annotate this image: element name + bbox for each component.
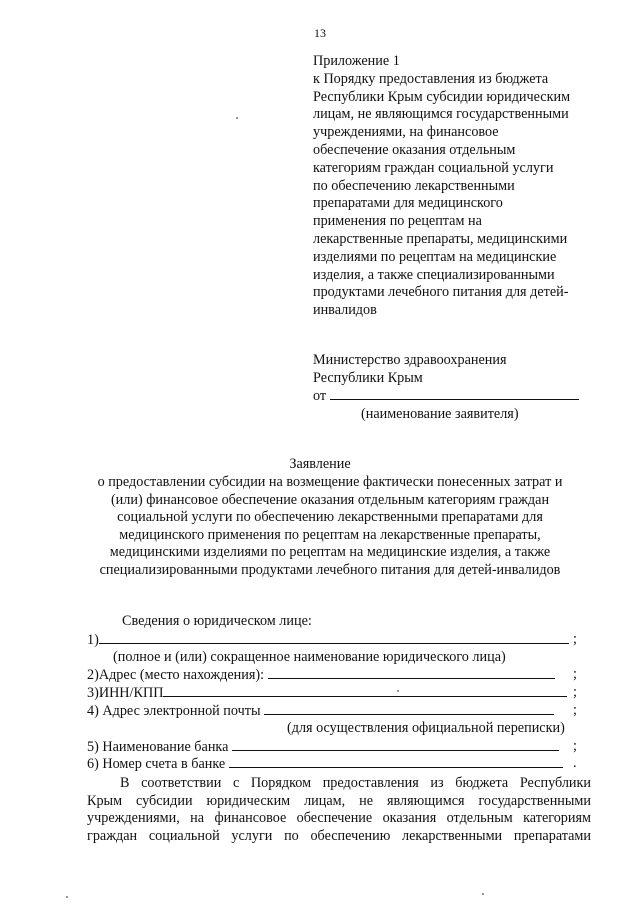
- field-label: 2)Адрес (место нахождения):: [87, 667, 265, 684]
- scan-speck: [66, 896, 68, 898]
- appendix-line: применения по рецептам на: [313, 213, 482, 230]
- field-row-bank: [87, 738, 607, 756]
- paragraph-line: Крым субсидии юридическим лицам, не являющимся государственными: [87, 792, 591, 809]
- scan-speck: [482, 893, 484, 895]
- paragraph-line: граждан социальной услуги по обеспечению лекарственными препаратами: [87, 827, 591, 844]
- scan-speck: [397, 690, 399, 692]
- legal-entity-heading: Сведения о юридическом лице:: [122, 613, 312, 629]
- appendix-line: обеспечение оказания отдельным: [313, 141, 516, 158]
- field-terminator: ;: [573, 684, 577, 701]
- address-field[interactable]: [268, 666, 555, 679]
- field-label: 3)ИНН/КПП: [87, 685, 164, 702]
- field-caption: (для осуществления официальной переписки): [287, 719, 565, 736]
- field-row-email: [87, 702, 607, 720]
- statement-line: специализированными продуктами лечебного питания для детей-инвалидов: [99, 561, 561, 578]
- statement-line: (или) финансовое обеспечение оказания отдельным категориям граждан: [110, 491, 550, 508]
- appendix-line: лекарственные препараты, медицинскими: [313, 230, 568, 247]
- field-terminator: ;: [573, 666, 577, 683]
- field-label: 1): [87, 631, 99, 648]
- field-row-address: [87, 666, 607, 684]
- statement-subject: [60, 474, 600, 580]
- field-label: 6) Номер счета в банке: [87, 756, 226, 773]
- addressee-line: Министерство здравоохранения: [313, 352, 507, 368]
- inn-kpp-field[interactable]: [163, 684, 567, 697]
- appendix-line: Приложение 1: [313, 53, 400, 69]
- appendix-line: учреждениями, на финансовое: [313, 124, 499, 141]
- legal-entity-form: [87, 613, 607, 773]
- scan-speck: [236, 117, 238, 119]
- statement-title: Заявление: [289, 456, 351, 472]
- statement-line: медицинскими изделиями по рецептам на медицинские изделия, а также: [109, 544, 551, 561]
- appendix-line: Республики Крым субсидии юридическим: [313, 88, 571, 105]
- bank-account-field[interactable]: [229, 755, 563, 768]
- body-paragraph: [87, 775, 591, 845]
- field-row-name: [87, 631, 607, 649]
- from-label: от: [313, 388, 327, 404]
- email-field[interactable]: [264, 702, 554, 715]
- page-number: 13: [314, 26, 326, 40]
- field-terminator: ;: [573, 701, 577, 718]
- appendix-line: инвалидов: [313, 302, 377, 319]
- field-label: 4) Адрес электронной почты: [87, 702, 261, 719]
- appendix-line: изделия, а также специализированными: [313, 266, 555, 283]
- appendix-line: к Порядку предоставления из бюджета: [313, 70, 549, 87]
- field-label: 5) Наименование банка: [87, 738, 229, 755]
- appendix-line: препаратами для медицинского: [313, 195, 503, 212]
- statement-line: социальной услуги по обеспечению лекарственными препаратами для: [117, 509, 543, 526]
- addressee-block: [313, 351, 613, 423]
- paragraph-line: учреждениями, на финансовое обеспечение оказания отдельным категориям: [87, 810, 591, 827]
- field-terminator: ;: [573, 737, 577, 754]
- entity-name-field[interactable]: [99, 631, 569, 644]
- addressee-line: Республики Крым: [313, 370, 423, 386]
- paragraph-line: В соответствии с Порядком предоставления из бюджета Республики: [120, 775, 591, 791]
- bank-name-field[interactable]: [232, 738, 559, 751]
- field-terminator: ;: [573, 630, 577, 647]
- appendix-line: по обеспечению лекарственными: [313, 177, 515, 194]
- applicant-name-field[interactable]: [330, 387, 579, 400]
- appendix-line: лицам, не являющимся государственными: [313, 106, 569, 123]
- field-row-account: [87, 755, 607, 773]
- appendix-line: изделиями по рецептам на медицинские: [313, 248, 557, 265]
- field-caption: (полное и (или) сокращенное наименование юридического лица): [113, 648, 506, 665]
- statement-line: медицинского применения по рецептам на лекарственные препараты,: [119, 526, 541, 543]
- appendix-header: [313, 53, 613, 320]
- from-row: [313, 387, 613, 405]
- appendix-line: продуктами лечебного питания для детей-: [313, 284, 569, 301]
- statement-line: о предоставлении субсидии на возмещение фактически понесенных затрат и: [97, 474, 563, 490]
- appendix-line: категориям граждан социальной услуги: [313, 159, 554, 176]
- field-row-inn: [87, 684, 607, 702]
- from-caption: (наименование заявителя): [361, 406, 519, 422]
- field-terminator: .: [573, 755, 577, 772]
